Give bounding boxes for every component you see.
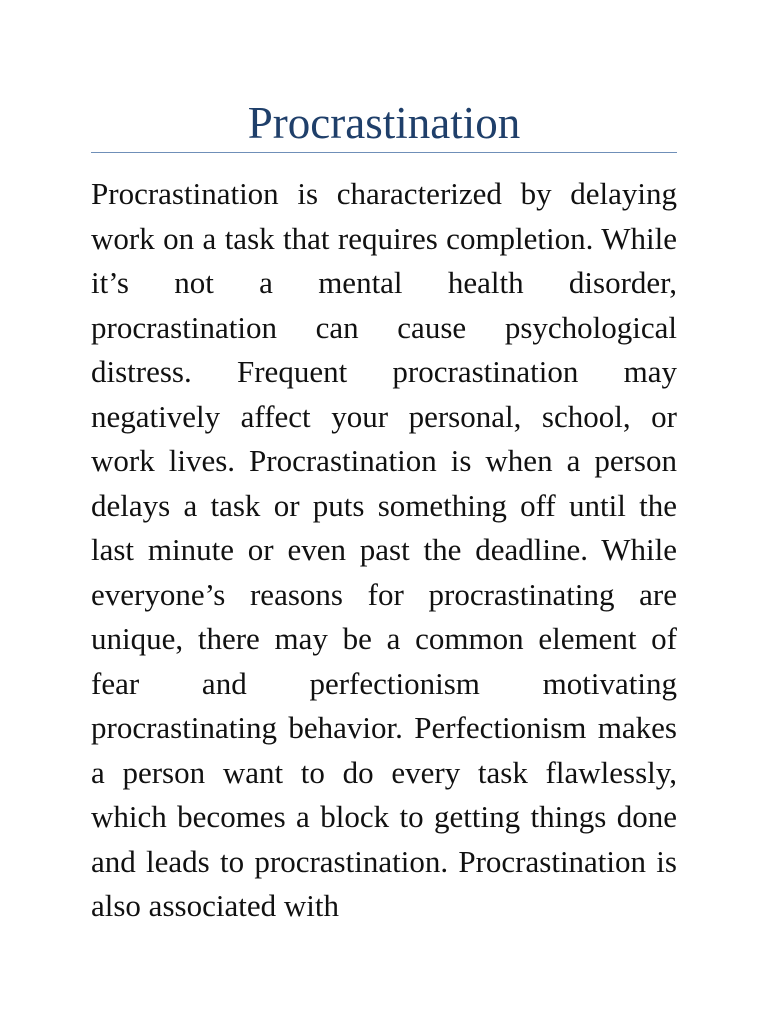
title-divider	[91, 152, 677, 153]
body-paragraph: Procrastination is characterized by delaying work on a task that requires completion. While it’s not a mental health disorder, procrastination can cause psychological distress. Frequent procrastination may negatively affect your personal, school, or work lives. Procrastination is when a person delays a task or puts something off until the last minute or even past the deadline. While everyone’s reasons for procrastinating are unique, there may be a common element of fear and perfectionism motivating procrastinating behavior. Perfectionism makes a person want to do every task flawlessly, which becomes a block to getting things done and leads to procrastination. Procrastination is also associated with	[91, 176, 677, 923]
page-title: Procrastination	[247, 98, 521, 148]
